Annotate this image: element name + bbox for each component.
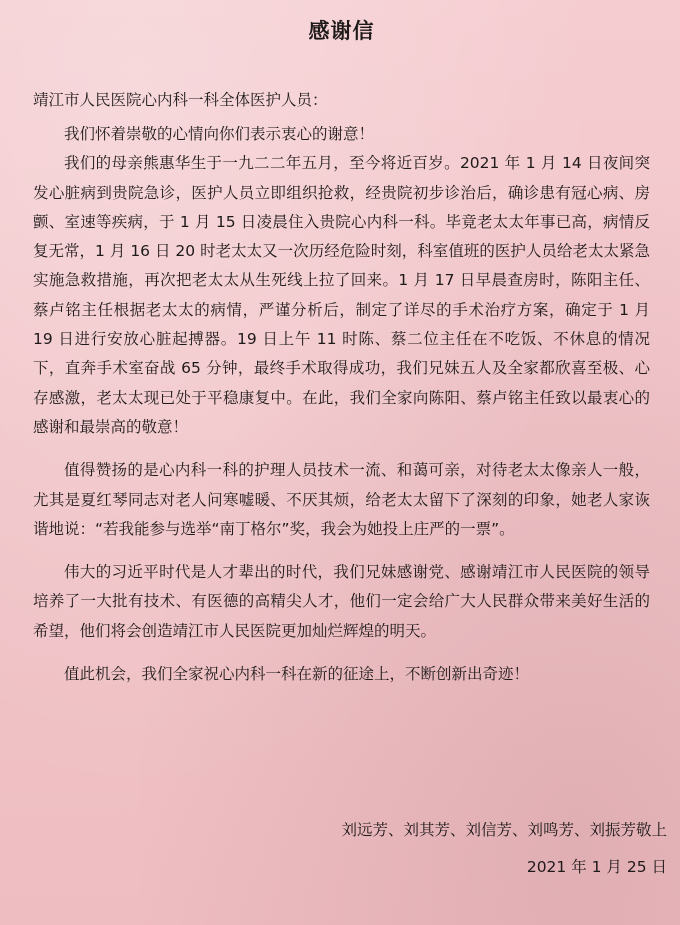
letter-paragraph: 值得赞扬的是心内科一科的护理人员技术一流、和蔼可亲，对待老太太像亲人一般，尤其是夏红琴同志对老人问寒嘘暖、不厌其烦，给老太太留下了深刻的印象，她老人家诙谐地说：“若我能参与选举“南丁格尔”奖，我会为她投上庄严的一票”。: [33, 461, 650, 538]
letter-paragraph: 伟大的习近平时代是人才辈出的时代，我们兄妹感谢党、感谢靖江市人民医院的领导培养了一大批有技术、有医德的高精尖人才，他们一定会给广大人民群众带来美好生活的希望，他们将会创造靖江市人民医院更加灿烂辉煌的明天。: [33, 563, 650, 640]
letter-paragraph: 我们怀着崇敬的心情向你们表示衷心的谢意！: [64, 125, 375, 143]
letter-paragraph: 值此机会，我们全家祝心内科一科在新的征途上，不断创新出奇迹！: [64, 665, 530, 684]
letter-salutation: 靖江市人民医院心内科一科全体医护人员：: [33, 91, 328, 109]
letter-title: 感谢信: [308, 19, 375, 43]
letter-body: [33, 120, 650, 689]
letter-paragraph: 我们的母亲熊惠华生于一九二二年五月，至今将近百岁。2021 年 1 月 14 日夜间突发心脏病到贵院急诊，医护人员立即组织抢救，经贵院初步诊治后，确诊患有冠心病、房颤、室速等疾病，于 1 月 15 日凌晨住入贵院心内科一科。毕竟老太太年事已高，病情反复无常，1 月 16 日 20 时老太太又一次历经危险时刻，科室值班的医护人员给老太太紧急实施急救措施，再次把老太太从生死线上拉了回来。1 月 17 日早晨查房时，陈阳主任、蔡卢铭主任根据老太太的病情，严谨分析后，制定了详尽的手术治疗方案，确定于 1 月 19 日进行安放心脏起搏器。19 日上午 11 时陈、蔡二位主任在不吃饭、不休息的情况下，直奔手术室奋战 65 分钟，最终手术取得成功，我们兄妹五人及全家都欣喜至极、心存感激，老太太现已处于平稳康复中。在此，我们全家向陈阳、蔡卢铭主任致以最衷心的感谢和最崇高的敬意！: [33, 154, 650, 436]
letter-signature: 刘远芳、刘其芳、刘信芳、刘鸣芳、刘振芳敬上: [341, 821, 667, 839]
letter-date: 2021 年 1 月 25 日: [526, 858, 667, 876]
